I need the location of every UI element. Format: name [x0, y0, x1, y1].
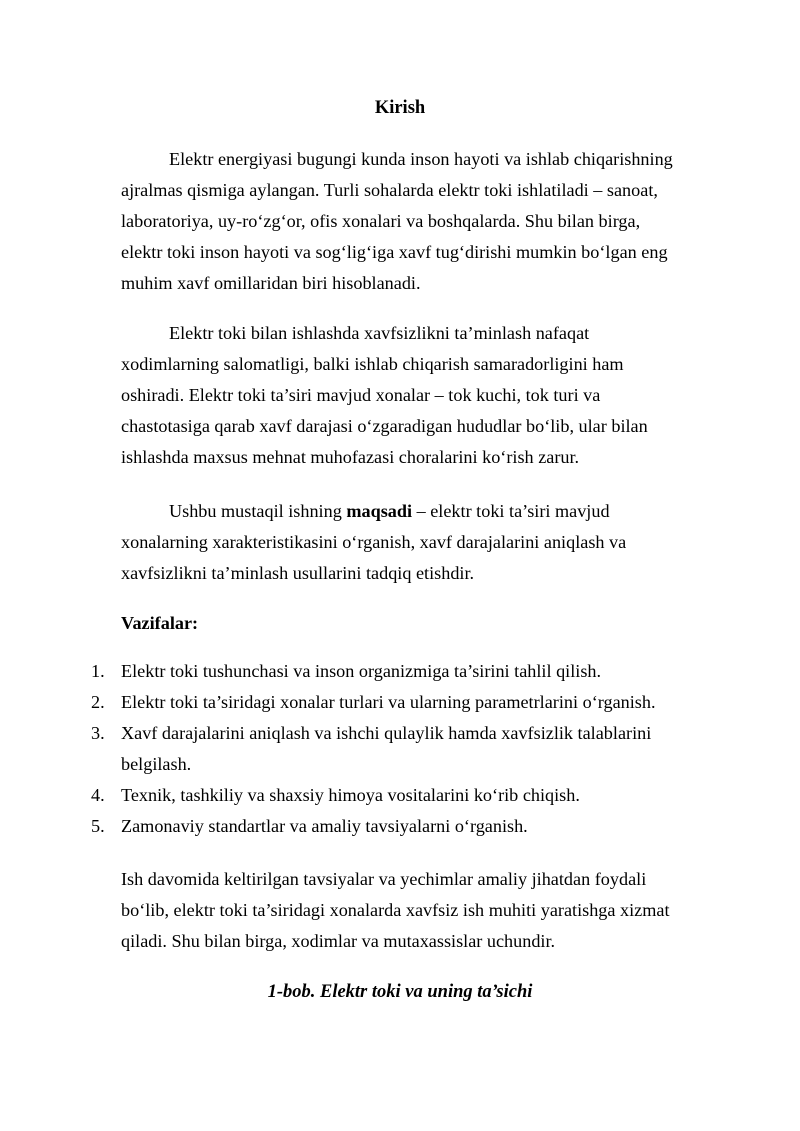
list-item-text: Elektr toki tushunchasi va inson organizmiga ta’sirini tahlil qilish.	[121, 661, 602, 681]
purpose-paragraph	[121, 496, 681, 589]
purpose-text-before: Ushbu mustaqil ishning	[169, 501, 347, 521]
list-item-text: Texnik, tashkiliy va shaxsiy himoya vositalarini ko‘rib chiqish.	[121, 785, 580, 805]
list-item	[0, 687, 681, 718]
document-title: Kirish	[374, 98, 426, 118]
purpose-text-after: – elektr toki ta’siri mavjud xonalarning xarakteristikasini o‘rganish, xavf darajalarini aniqlash va xavfsizlikni ta’minlash usullarini tadqiq etishdir.	[121, 501, 627, 583]
list-item-number: 1.	[91, 661, 105, 681]
list-item	[0, 656, 681, 687]
tasks-list	[0, 656, 800, 842]
list-item-text: Xavf darajalarini aniqlash va ishchi qulaylik hamda xavfsizlik talablarini belgilash.	[121, 723, 652, 774]
tasks-heading: Vazifalar:	[121, 613, 199, 633]
list-item-number: 3.	[91, 723, 105, 743]
intro-paragraph-2: Elektr toki bilan ishlashda xavfsizlikni ta’minlash nafaqat xodimlarning salomatligi, balki ishlab chiqarish samaradorligini ham oshiradi. Elektr toki ta’siri mavjud xonalar – tok kuchi, tok turi va chastotasiga qarab xavf darajasi o‘zgaradigan hududlar bo‘lib, ular bilan ishlashda maxsus mehnat muhofazasi choralarini ko‘rish zarur.	[121, 323, 648, 467]
purpose-keyword: maqsadi	[346, 501, 413, 521]
intro-paragraph-1: Elektr energiyasi bugungi kunda inson hayoti va ishlab chiqarishning ajralmas qismiga aylangan. Turli sohalarda elektr toki ishlatiladi – sanoat, laboratoriya, uy-ro‘zg‘or, ofis xonalari va boshqalarda. Shu bilan birga, elektr toki inson hayoti va sog‘lig‘iga xavf tug‘dirishi mumkin bo‘lgan eng muhim xavf omillaridan biri hisoblanadi.	[121, 149, 673, 293]
list-item-number: 5.	[91, 816, 105, 836]
list-item-number: 4.	[91, 785, 105, 805]
list-item	[0, 780, 681, 811]
list-item-text: Zamonaviy standartlar va amaliy tavsiyalarni o‘rganish.	[121, 816, 528, 836]
list-item-text: Elektr toki ta’siridagi xonalar turlari va ularning parametrlarini o‘rganish.	[121, 692, 656, 712]
chapter-title: 1-bob. Elektr toki va uning ta’sichi	[267, 982, 533, 1002]
list-item-number: 2.	[91, 692, 105, 712]
list-item	[0, 811, 681, 842]
conclusion-paragraph: Ish davomida keltirilgan tavsiyalar va yechimlar amaliy jihatdan foydali bo‘lib, elektr toki ta’siridagi xonalarda xavfsiz ish muhiti yaratishga xizmat qiladi. Shu bilan birga, xodimlar va mutaxassislar uchundir.	[121, 869, 670, 951]
list-item	[0, 718, 681, 780]
